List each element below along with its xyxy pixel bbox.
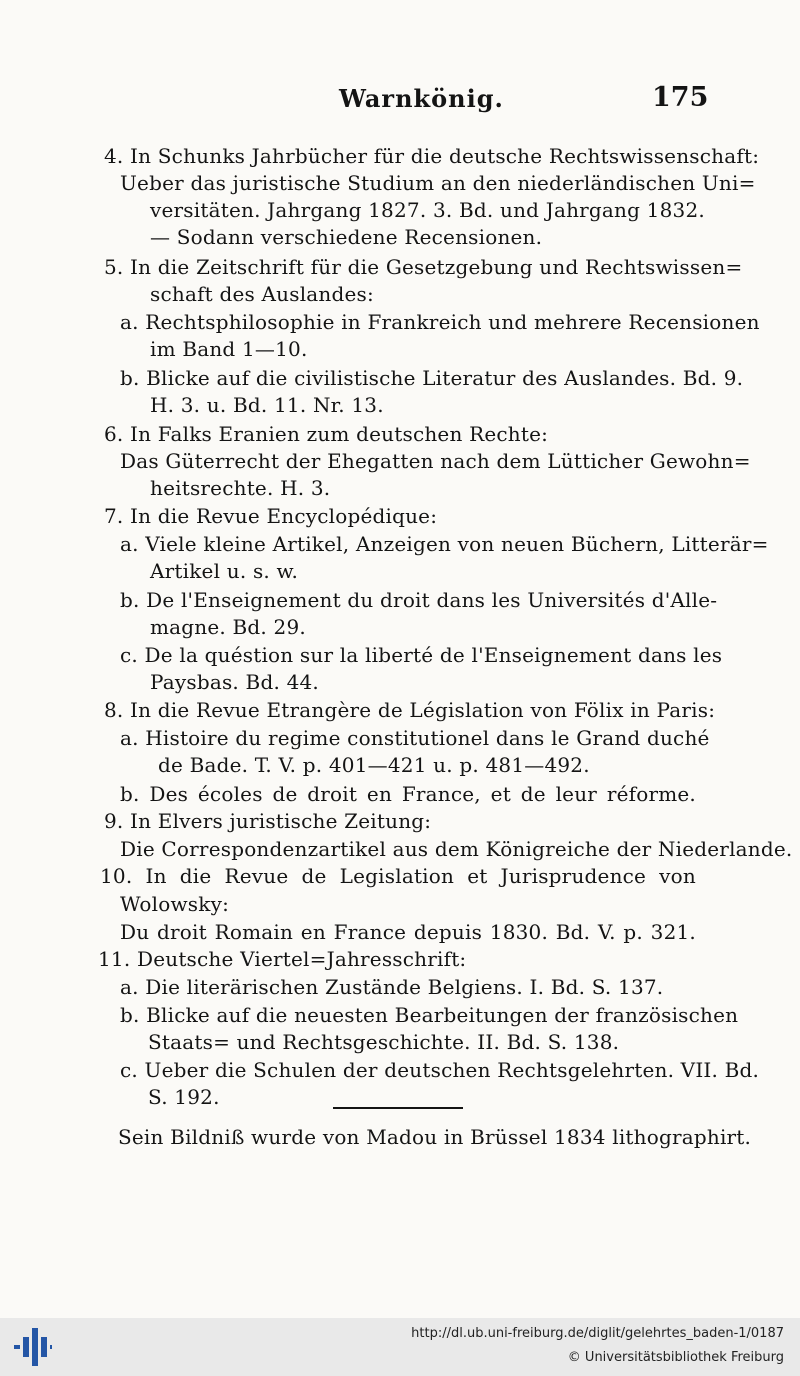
entry-10-line: Wolowsky: [120,892,230,916]
running-head: Warnkönig. [339,84,504,113]
entry-6-line: 6. In Falks Eranien zum deutschen Rechte: [104,422,549,446]
entry-10-line: Du droit Romain en France depuis 1830. Bd. V. p. 321. [120,920,696,944]
entry-7b-line: b. De l'Enseignement du droit dans les Universités d'Alle- [120,588,718,612]
entry-5-line: schaft des Auslandes: [150,282,374,306]
entry-4-line: 4. In Schunks Jahrbücher für die deutsche Rechtswissenschaft: [104,144,760,168]
entry-8-line: 8. In die Revue Etrangère de Législation von Fölix in Paris: [104,698,716,722]
entry-5a-line: im Band 1—10. [150,337,308,361]
library-logo-icon [14,1328,52,1366]
entry-10-line: 10. In die Revue de Legislation et Jurisprudence von [100,864,696,888]
entry-11-line: 11. Deutsche Viertel=Jahresschrift: [98,947,467,971]
entry-11c-line: c. Ueber die Schulen der deutschen Rechtsgelehrten. VII. Bd. [120,1058,760,1082]
entry-6-line: Das Güterrecht der Ehegatten nach dem Lütticher Gewohn= [120,449,751,473]
entry-5b-line: b. Blicke auf die civilistische Literatur des Auslandes. Bd. 9. [120,366,744,390]
entry-5-line: 5. In die Zeitschrift für die Gesetzgebung und Rechtswissen= [104,255,743,279]
entry-7a-line: Artikel u. s. w. [150,559,299,583]
entry-8b-line: b. Des écoles de droit en France, et de leur réforme. [120,782,696,806]
closing-note: Sein Bildniß wurde von Madou in Brüssel 1834 lithographirt. [118,1125,752,1149]
copyright-text: © Universitätsbibliothek Freiburg [567,1350,784,1365]
entry-11a-line: a. Die literärischen Zustände Belgiens. I. Bd. S. 137. [120,975,664,999]
entry-7a-line: a. Viele kleine Artikel, Anzeigen von neuen Büchern, Litterär= [120,532,769,556]
entry-4-line: versitäten. Jahrgang 1827. 3. Bd. und Jahrgang 1832. [150,198,705,222]
entry-8a-line: de Bade. T. V. p. 401—421 u. p. 481—492. [158,753,590,777]
entry-7-line: 7. In die Revue Encyclopédique: [104,504,438,528]
entry-5b-line: H. 3. u. Bd. 11. Nr. 13. [150,393,384,417]
entry-4-line: — Sodann verschiedene Recensionen. [150,225,543,249]
entry-5a-line: a. Rechtsphilosophie in Frankreich und mehrere Recensionen [120,310,760,334]
entry-8a-line: a. Histoire du regime constitutionel dans le Grand duché [120,726,710,750]
entry-7b-line: magne. Bd. 29. [150,615,306,639]
entry-9-line: 9. In Elvers juristische Zeitung: [104,809,432,833]
separator-rule [333,1107,463,1109]
entry-4-line: Ueber das juristische Studium an den niederländischen Uni= [120,171,756,195]
page-number: 175 [652,82,709,113]
entry-11b-line: b. Blicke auf die neuesten Bearbeitungen der französischen [120,1003,739,1027]
entry-7c-line: c. De la quéstion sur la liberté de l'Enseignement dans les [120,643,723,667]
entry-11b-line: Staats= und Rechtsgeschichte. II. Bd. S. 138. [148,1030,620,1054]
entry-6-line: heitsrechte. H. 3. [150,476,331,500]
entry-11c-line: S. 192. [148,1085,220,1109]
viewer-footer [0,1318,800,1376]
entry-9-line: Die Correspondenzartikel aus dem Königreiche der Niederlande. [120,837,793,861]
permalink-url[interactable]: http://dl.ub.uni-freiburg.de/diglit/gelehrtes_baden-1/0187 [411,1326,784,1341]
entry-7c-line: Paysbas. Bd. 44. [150,670,319,694]
